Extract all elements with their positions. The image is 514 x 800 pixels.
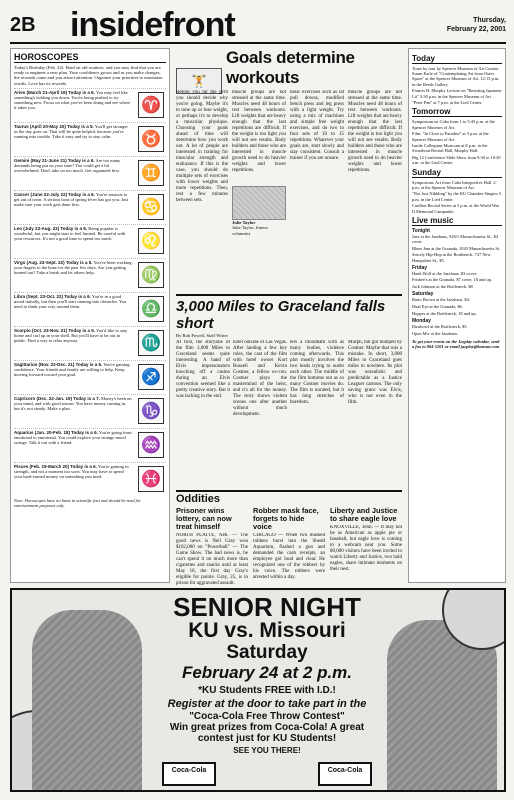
- calendar-tomorrow-title: Tomorrow: [412, 107, 502, 117]
- oddities-title: Oddities: [176, 490, 402, 505]
- horoscope-rating: Today is a 6.: [71, 429, 98, 435]
- calendar-event: "Peter Pan" at 7 p.m. at the Lied Center.: [412, 100, 483, 106]
- brief-lottery-headline: Prisoner wins lottery, can now treat himself: [176, 506, 232, 532]
- music-event: Dustbowl at the Bottleneck, $5.: [412, 324, 468, 329]
- horoscope-text: [14, 328, 132, 360]
- horoscope-reading: You may feel like something's holding you down. You're being pushed to try something new. Focus on what you've been doing and see where it takes you.: [14, 89, 131, 111]
- horoscope-text: [14, 464, 132, 496]
- zodiac-icon: ♐: [138, 364, 164, 390]
- sunday-events: [412, 180, 502, 214]
- zodiac-icon: ♏: [138, 330, 164, 356]
- graceland-headline: 3,000 Miles to Graceland falls short: [176, 294, 402, 332]
- main-stories: [176, 48, 402, 657]
- horoscope-reading: You'd like to stay home and curl up in your shell. But you'll have to be out in public. Find a way to relax anyway.: [14, 327, 128, 343]
- columnist-photo: [232, 186, 286, 220]
- zodiac-icon: ♊: [138, 160, 164, 186]
- graceland-col-3: ters a bloodbath with as many bodies, violence coming afterwards. This plot mostly involves the two leads trying to outdo each other. The middle of the film bottoms out as so many Costner movies do. The film is unrated, but it has long stretches of boredom.: [290, 340, 344, 406]
- graceland-col-2: hotel outside of Las Vegas. After landing a few key roles, the cast of the film with hotel owner Kurt Russell and Kevin Costner, a fellow ex-con. Costner plays the mastermind of the heist, and it's all for the money. The story shows violent scenes one after another without much development.: [233, 340, 287, 418]
- player-photo-left: [32, 610, 142, 792]
- horoscope-text: [14, 362, 132, 394]
- calendar-event: Film: "In Close to Paradise" at 3 p.m. at the Spencer Museum of Art.: [412, 131, 489, 142]
- dateline-day: Thursday,: [473, 17, 506, 24]
- ad-day: Saturday: [226, 642, 308, 663]
- horoscope-sign-name: Scorpio (Oct. 23-Nov. 21): [14, 327, 68, 333]
- ad-prizes: Win great prizes from Coca-Cola! A great contest just for KU Students!: [169, 722, 365, 744]
- horoscope-sign-name: Aries (March 21-April 19): [14, 89, 68, 95]
- music-day-heading: Tonight: [412, 227, 430, 234]
- horoscope-reading: You're gaining confidence. Your friends and family are willing to help. Keep moving forward toward your goal.: [14, 361, 130, 377]
- horoscope-sign: [14, 88, 166, 122]
- horoscope-text: [14, 192, 132, 224]
- calendar-event: "Not Just Nibbling" by the KU Chamber Singers 3 p.m. in the Lied Center.: [412, 191, 501, 202]
- zodiac-icon: ♎: [138, 296, 164, 322]
- calendar-event: Symposium on Cuba from 1 to 5:45 p.m. at the Spencer Museum of Art.: [412, 119, 495, 130]
- calendar-event: Symposium: Art from Cuba Interpretive Hall. 2 p.m. at the Spencer Museum of Art.: [412, 179, 496, 190]
- live-music-title: Live music: [412, 216, 502, 226]
- horoscope-sign: [14, 122, 166, 156]
- page-header: [10, 8, 506, 44]
- brief-robber-headline: Robber mask face, forgets to hide voice: [253, 506, 319, 532]
- horoscope-text: [14, 260, 132, 292]
- page-number: 2B: [10, 14, 36, 36]
- goals-col-4: muscle groups are not stressed at the same time. Muscles need 48 hours of rest between workouts. Lift weights that are heavy enough that the last repetitions are difficult. If the weight is too light you will not see results. Body builders and those who are interested in muscle growth need to do heavier weights and lower repetitions.: [348, 90, 402, 173]
- horoscope-reading: You're anxious to get out of town. A serious bout of spring fever has got you. Just make sure your work gets done first.: [14, 191, 129, 207]
- senior-night-ad: [10, 588, 506, 792]
- calendar-event: Inside Collegium Musicum at 8 p.m. in the Swarthout Recital Hall, Murphy Hall.: [412, 143, 488, 154]
- tomorrow-events: [412, 119, 502, 165]
- ad-register: Register at the door to take part in the: [167, 698, 367, 710]
- horoscope-sign-name: Pisces (Feb. 19-March 20): [14, 463, 70, 469]
- calendar-sunday-title: Sunday: [412, 168, 502, 178]
- horoscope-text: [14, 294, 132, 326]
- horoscope-sign: [14, 292, 166, 326]
- graceland-story: [176, 340, 402, 486]
- ad-date-time: February 24 at 2 p.m.: [181, 663, 353, 682]
- music-event: Open Mic at the Jazzhaus.: [412, 330, 459, 336]
- calendar-footer: To get your events on the Jayplay calendar, send a fax to 864-5261 or email jayplay@kansan.com: [412, 338, 500, 350]
- horoscope-sign: [14, 258, 166, 292]
- horoscope-sign-name: Gemini (May 21-June 21): [14, 157, 67, 163]
- calendar-event: Francis H. Murphy Lecture on "Resisting Japanese Lit" 3:30 p.m. in the Spencer Museum of Art.: [412, 88, 502, 99]
- ad-text: [162, 594, 372, 755]
- calendar-today-title: Today: [412, 54, 502, 64]
- horoscope-sign-name: Capricorn (Dec. 22-Jan. 19): [14, 395, 73, 401]
- dumbbell-icon: 🏋: [176, 68, 222, 94]
- ad-contest: "Coca-Cola Free Throw Contest": [189, 711, 345, 722]
- music-event: Jazz at the Jazzhaus, 926½ Massachusetts St., $4 cover.: [412, 233, 498, 244]
- horoscope-reading: Are too many demands being put on your time? You could get a bit overwhelmed. Don't take on too much. Get organized first.: [14, 157, 121, 173]
- music-event: Strictly Hip-Hop at the Bottleneck, 737 New Hampshire St., $5.: [412, 252, 491, 263]
- horoscope-text: [14, 430, 132, 462]
- calendar-event: Big 12 Conference Slide Show from 9:30 to 10:30 a.m. at the Lied Center.: [412, 155, 501, 166]
- horoscope-sign: [14, 462, 166, 496]
- horoscope-rating: Today is a 6.: [64, 293, 91, 299]
- ad-see-you: SEE YOU THERE!: [233, 746, 301, 755]
- horoscope-sign-name: Libra (Sept. 23-Oct. 22): [14, 293, 64, 299]
- horoscope-rating: Today is a 6.: [68, 89, 95, 95]
- columnist-photo-block: [232, 186, 286, 236]
- music-event: Dual Eye at the Granada, $6.: [412, 304, 463, 310]
- goals-col-1: Before you hit the gym you should decide why you're going. Maybe it's to tone up or lose weight, or perhaps it's to develop a muscular physique. Choosing your goals ahead of time will determine how you work out. A lot of people are interested in training for muscular strength and endurance. If this is the case, you should do multiple sets of exercises with lower weights and more repetitions. Then, rest a few minutes between sets.: [176, 90, 228, 203]
- horoscope-reading: You're going from emotional to emotional. You could explore your strange mood swings. Talk it out with a friend.: [14, 429, 132, 445]
- brief-eagles-text: KNOXVILLE, Tenn. — It may not be as American as apple pie or baseball, but eagle love is coming to a webcam near you. Some 80,000 visitors have been invited to watch Liberty and Justice, two bald eagles, share intimate moments on their nest.: [330, 525, 402, 573]
- zodiac-icon: ♌: [138, 228, 164, 254]
- columnist-name: Julie Taylor: [232, 220, 256, 225]
- horoscopes-intro: Today's Birthday (Feb. 22). Hard on old routines, and you may find that you are ready to engineer a new plan. Your confidence grows and as you make changes, the rewards come and you attract attention. Organize your priorities to maximize results. Love has its rewards.: [14, 65, 163, 86]
- horoscope-text: [14, 226, 132, 258]
- horoscope-rating: Today is a 6.: [67, 157, 95, 163]
- goals-story: [176, 73, 402, 290]
- dateline-date: February 22, 2001: [446, 26, 506, 33]
- music-event: Blues Jam at the Granada, 1020 Massachusetts St.: [412, 245, 501, 251]
- graceland-byline: By Rob Powell, Staff Writer: [176, 333, 229, 338]
- goals-col-2a: muscle groups are not stressed at the same time. Muscles need 48 hours of rest between workouts. Lift weights that are heavy enough that the last repetitions are difficult. If the weight is too light you will not see results. Body builders and those who are interested in muscle growth need to do heavier weights and lower repetitions.: [232, 90, 286, 173]
- horoscope-reading: Money's been on your mind, and with good reason. You have money coming in, but it's not steady. Make a plan.: [14, 395, 132, 411]
- horoscope-rating: Today is a 6.: [68, 191, 95, 197]
- zodiac-icon: ♋: [138, 194, 164, 220]
- zodiac-icon: ♈: [138, 92, 164, 118]
- music-event: Frisbee's at the Granada, $7 cover, 18 and up.: [412, 277, 492, 283]
- ad-matchup: KU vs. Missouri: [188, 619, 346, 642]
- zodiac-icon: ♍: [138, 262, 164, 288]
- horoscope-sign: [14, 190, 166, 224]
- horoscope-reading: You'll get stronger as the day goes on. That will be quite helpful, because you're running into trouble. Take it easy and try to stay calm.: [14, 123, 128, 139]
- brief-eagles-headline: Liberty and Justice to share eagle love: [330, 506, 398, 524]
- brief-lottery-text: NORTH PLATTE, Neb. — The good news is Neil Gray won $102,000 on "Powerball" — The Game Show. The bad news is, he can't spend it on much more than cigarettes and snacks until at least May 18, the first day Gray's eligible for parole. Gray, 25, is in prison for aggravated assault.: [176, 533, 248, 587]
- section-title: insidefront: [70, 6, 235, 44]
- ad-students-free: *KU Students FREE with I.D.!: [198, 685, 336, 696]
- music-event: Jack Johnson at the Bottleneck, $8.: [412, 284, 474, 290]
- horoscope-reading: You're gaining in strength, and not a moment too soon. You may have to spend your hard-earned money on something you need.: [14, 463, 129, 479]
- horoscope-rating: Today is a 6.: [75, 361, 103, 367]
- horoscope-reading: Being popular is wonderful, but you might start to feel limited. Be careful with your resources. It's not a good time to spend too much.: [14, 225, 126, 241]
- horoscope-rating: Today is a 5.: [67, 123, 94, 129]
- music-day-heading: Friday: [412, 264, 428, 271]
- horoscope-sign-name: Cancer (June 22-July 22): [14, 191, 68, 197]
- horoscope-sign: [14, 360, 166, 394]
- horoscope-rating: Today is a 5.: [65, 259, 93, 265]
- music-day-heading: Monday: [412, 318, 431, 324]
- horoscope-sign-name: Leo (July 23-Aug. 22): [14, 225, 60, 231]
- horoscope-sign: [14, 326, 166, 360]
- ad-senior-night: SENIOR NIGHT: [173, 592, 361, 622]
- zodiac-icon: ♒: [138, 432, 164, 458]
- zodiac-icon: ♑: [138, 398, 164, 424]
- today-events: [412, 66, 502, 105]
- goals-headline: Goals determine workouts: [226, 48, 355, 87]
- horoscope-signs: [14, 88, 166, 496]
- horoscope-sign: [14, 394, 166, 428]
- horoscope-text: [14, 396, 132, 428]
- columnist-caption: Julie Taylor, fitness columnist: [232, 225, 268, 236]
- horoscope-sign: [14, 156, 166, 190]
- horoscope-reading: You're in a good mood initially, but then you'll start running into obstacles. You need to think your way around them.: [14, 293, 127, 309]
- calendar-event: Carillon Recital Series at 5 p.m. at the World War II Memorial Campanile.: [412, 203, 500, 214]
- horoscope-sign-name: Virgo (Aug. 23-Sept. 22): [14, 259, 65, 265]
- horoscopes-column: [10, 48, 170, 583]
- calendar-event: Tours by tour by Spencer Museum of Art Curator Susan Earle of "Contemplating Art from Outer Space" at the Spencer Museum of Art, 12:15 p.m. in the Reeds Gallery.: [412, 66, 500, 87]
- music-day-heading: Saturday: [412, 291, 434, 298]
- dateline: [447, 16, 506, 34]
- horoscope-sign: [14, 224, 166, 258]
- horoscope-sign-name: Aquarius (Jan. 20-Feb. 18): [14, 429, 71, 435]
- zodiac-icon: ♓: [138, 466, 164, 492]
- brief-robber-text: CHICAGO — When two masked robbers burst into the Shedd Aquarium, flashed a gun and demanded the cash receipts, an employee got loud and clear. He recognized one of the robbers by his voice. The robbers were arrested within a day.: [253, 533, 325, 581]
- music-event: Barto Brown at the Jazzhaus, $4.: [412, 297, 470, 303]
- coca-cola-logo-left: Coca-Cola: [162, 762, 216, 786]
- music-event: Hank Wolf at the Jazzhaus, $3 cover.: [412, 270, 477, 276]
- coca-cola-logo-right: Coca-Cola: [318, 762, 372, 786]
- horoscopes-note: Note: Horoscopes have no basis in scientific fact and should be read for entertainment purposes only.: [14, 497, 141, 508]
- goals-col-3: basic exercises such as lat pull downs, modified bench press and leg press with a light weight. Try using a mix of machines and simple free weight exercises, and do two to four sets of 10 to 15 repetitions. Whatever your goals are, start slowly and stay consistent. Consult a trainer if you are unsure.: [290, 90, 344, 161]
- horoscope-rating: Today is a 5.: [60, 225, 88, 231]
- horoscope-sign: [14, 428, 166, 462]
- horoscope-text: [14, 158, 132, 190]
- horoscope-rating: Today is a 5.: [68, 327, 95, 333]
- music-event: Hopper at the Bottleneck, 18 and up.: [412, 310, 477, 316]
- zodiac-icon: ♉: [138, 126, 164, 152]
- graceland-col-1: At first, the storyline of the film 3,000 Miles to Graceland seems quite interesting. A band of Elvis impersonators knocking off a casino during an Elvis convention seemed like a pretty creative story. But it was lacking in the end.: [176, 340, 230, 400]
- calendar-column: [408, 48, 506, 583]
- horoscopes-title: HOROSCOPES: [14, 52, 166, 63]
- horoscope-rating: Today is a 7.: [73, 395, 100, 401]
- horoscope-rating: Today is a 6.: [70, 463, 97, 469]
- horoscope-text: [14, 124, 132, 156]
- live-music-events: [412, 228, 502, 336]
- horoscope-sign-name: Taurus (April 20-May 20): [14, 123, 66, 129]
- horoscope-reading: You've been working your fingers to the bone for the past few days. Are you getting burned out? Take a break and let others help.: [14, 259, 132, 275]
- horoscope-sign-name: Sagittarius (Nov. 22-Dec. 21): [14, 361, 75, 367]
- horoscope-text: [14, 90, 132, 122]
- graceland-col-4: Murph, but got bumped by Costner. Maybe that was a mistake. In short, 3,000 Miles to Graceland goes miles to nowhere. Its plot was unrealistic and predictable as a Justice Leaguer cartoon. The only saving grace was Elvis, who is not even in the film.: [348, 340, 402, 406]
